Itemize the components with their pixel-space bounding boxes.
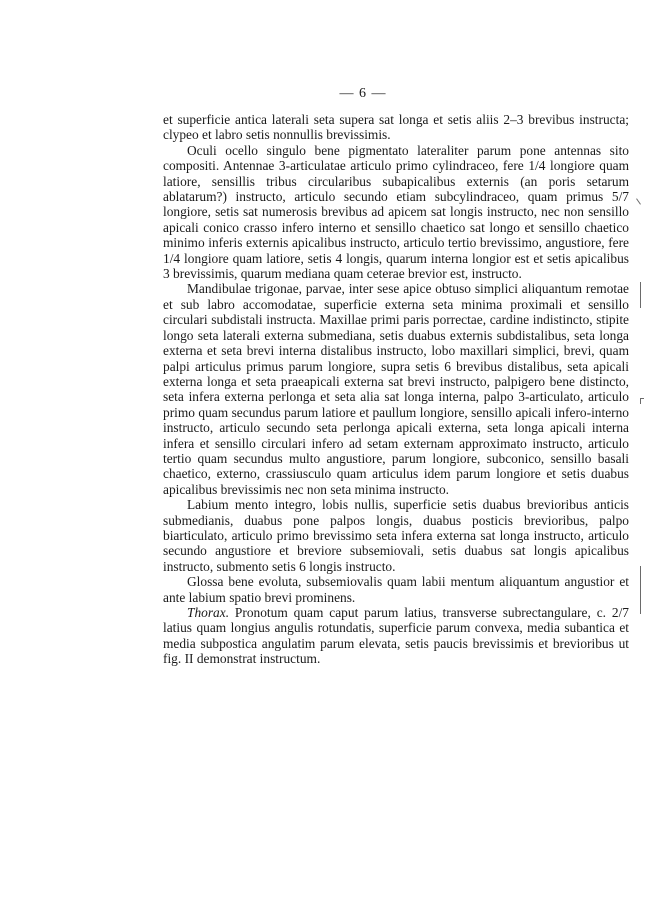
paragraph-1: et superficie antica laterali seta supera sat longa et setis aliis 2–3 brevibus instructa; clypeo et labro setis nonnullis brevissimis. xyxy=(163,112,629,143)
scan-mark xyxy=(640,398,641,404)
paragraph-4: Labium mento integro, lobis nullis, superficie setis duabus brevioribus anticis submedianis, duabus pone palpos longis, duabus posticis brevioribus, palpo biarticulato, articulo primo brevissimo seta infera externa sat longa instructo, articulo secundo angustiore et breviore subsemiovali, setis duabus sat longis apicalibus instructo, submento setis 6 longis instructo. xyxy=(163,497,629,574)
section-title-thorax: Thorax. xyxy=(187,605,230,620)
paragraph-6 xyxy=(163,605,629,667)
paragraph-2: Oculi ocello singulo bene pigmentato lateraliter parum pone antennas sito compositi. Antennae 3-articulatae articulo primo cylindraceo, fere 1/4 longiore quam latiore, sensillis tribus circularibus subapicalibus externis (an poris setarum ablatarum?) instructo, articulo secundo etiam subcylindraceo, quam primus 5/7 longiore, setis sat numerosis brevibus ad apicem sat longis instructo, nec non sensillo apicali conico crasso infero interno et sensillo chaetico sat longo et sensillo chaetico minimo inferis externis apicalibus instructo, articulo tertio brevissimo, angustiore, fere 1/4 longiore quam latiore, setis 4 longis, quarum interna longior est et setis apicalibus 3 brevissimis, quarum mediana quam ceterae brevior est, instructo. xyxy=(163,142,629,282)
scan-mark xyxy=(640,566,641,614)
body-text xyxy=(163,112,629,667)
scan-mark xyxy=(640,282,641,308)
paragraph-3: Mandibulae trigonae, parvae, inter sese apice obtuso simplici aliquantum remotae et sub labro accomodatae, superficie externa seta minima proximali et sensillo circulari subdistali instructa. Maxillae primi paris porrectae, cardine indistincto, stipite longo seta laterali externa submediana, setis duabus externis subdistalibus, seta longa externa et seta brevi interna distalibus instructo, lobo maxillari simplici, brevi, quam palpi articulus primus parum longiore, supra setis 6 brevibus distalibus, seta apicali externa longa et seta praeapicali externa sat brevi instructo, palpigero bene distincto, seta infera externa perlonga et seta alia sat longa interna, palpo 3-articulato, articulo primo quam secundus parum latiore et paullum longiore, sensillo apicali infero-interno instructo, articulo secundo seta perlonga apicali externa, seta longa apicali interna infera et sensillo circulari infero ad setam externam approximato instructo, articulo tertio quam secundus multo angustiore, parum longiore, subconico, sensillo basali chaetico, externo, crassiusculo quam articulus idem parum longiore et setis duabus apicalibus brevissimis nec non seta minima instructo. xyxy=(163,281,629,497)
scan-mark xyxy=(636,198,641,204)
paragraph-5: Glossa bene evoluta, subsemiovalis quam labii mentum aliquantum angustior et ante labium spatio brevi prominens. xyxy=(163,574,629,605)
paragraph-6-text: Pronotum quam caput parum latius, transverse subrectangulare, c. 2/7 latius quam longius angulis rotundatis, superficie parum convexa, media subantica et media subpostica angulatim parum elevata, setis paucis brevissimis et brevioribus ut fig. II demonstrat instructum. xyxy=(163,605,629,667)
page-number: — 6 — xyxy=(339,86,387,101)
